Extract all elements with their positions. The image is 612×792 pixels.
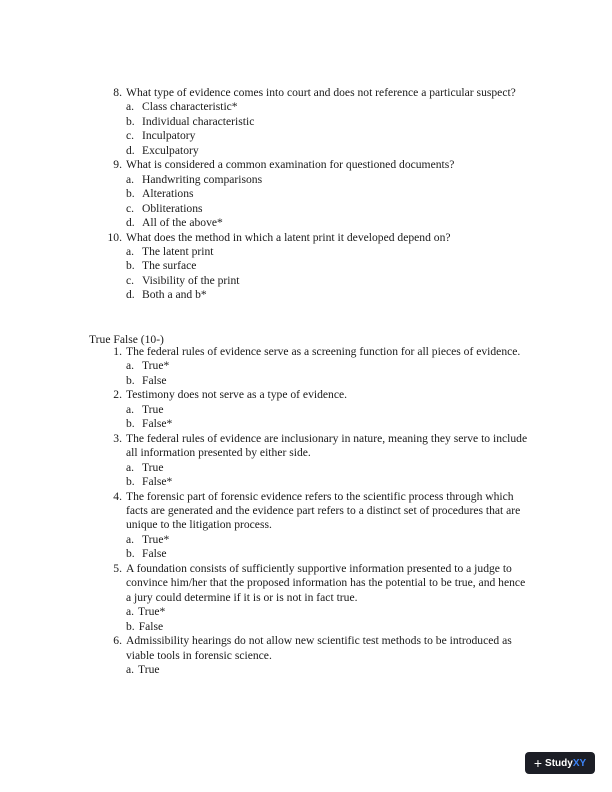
badge-text: Study [545, 757, 573, 769]
question-item [108, 634, 528, 677]
option-text: True* [142, 359, 170, 373]
question-number: 3. [113, 431, 122, 445]
option-text: Individual characteristic [142, 114, 255, 128]
question-number: 2. [113, 388, 122, 402]
answer-option [126, 129, 528, 143]
option-text: Inculpatory [142, 129, 196, 143]
answer-option [126, 475, 528, 489]
answer-option [126, 115, 528, 129]
answer-option [126, 202, 528, 216]
option-letter: b. [126, 619, 135, 633]
option-letter: a. [126, 532, 135, 546]
question-number: 6. [113, 634, 122, 648]
section-title: True False (10-) [89, 333, 164, 346]
answer-option [126, 173, 528, 187]
question-text: Testimony does not serve as a type of evidence. [126, 388, 348, 402]
answer-option [126, 245, 528, 259]
option-text: True [138, 662, 160, 676]
question-text: A foundation consists of sufficiently supportive information presented to a judge to convince him/her that the proposed information has the potential to be true, and hence a jury could determine if it is or is not in fact true. [126, 561, 526, 604]
question-text: The federal rules of evidence serve as a screening function for all pieces of evidence. [126, 345, 521, 358]
question-number: 5. [113, 561, 122, 575]
option-letter: b. [126, 114, 135, 128]
option-letter: a. [126, 100, 135, 114]
option-text: True [142, 402, 164, 416]
question-number: 1. [113, 345, 122, 358]
question-number: 8. [113, 86, 122, 99]
answer-option [126, 403, 528, 417]
answer-option [126, 605, 528, 619]
option-letter: a. [126, 662, 135, 676]
option-text: Visibility of the print [142, 273, 240, 287]
question-item [108, 345, 528, 388]
question-item [108, 490, 528, 562]
answer-option [126, 663, 528, 677]
option-letter: a. [126, 244, 135, 258]
answer-option [126, 216, 528, 230]
answer-option [126, 100, 528, 114]
option-letter: a. [126, 460, 135, 474]
answer-option [126, 187, 528, 201]
question-item [108, 562, 528, 634]
question-list-multiple-choice [108, 86, 528, 303]
option-text: Both a and b* [142, 288, 207, 302]
answer-option [126, 461, 528, 475]
option-letter: b. [126, 259, 135, 273]
option-text: Class characteristic* [142, 100, 238, 114]
question-item [108, 432, 528, 490]
answer-option [126, 144, 528, 158]
option-letter: a. [126, 172, 135, 186]
question-number: 9. [113, 158, 122, 172]
option-text: The latent print [142, 244, 214, 258]
answer-option [126, 359, 528, 373]
question-item [108, 158, 528, 230]
option-letter: b. [126, 417, 135, 431]
answer-option [126, 533, 528, 547]
option-text: Handwriting comparisons [142, 172, 263, 186]
option-text: The surface [142, 259, 197, 273]
question-text: The federal rules of evidence are inclusionary in nature, meaning they serve to include all information presented by either side. [126, 431, 528, 460]
option-letter: b. [126, 373, 135, 387]
answer-option [126, 259, 528, 273]
option-letter: a. [126, 359, 135, 373]
option-text: True* [142, 532, 170, 546]
answer-option [126, 288, 528, 302]
option-text: Exculpatory [142, 143, 199, 157]
question-text: Admissibility hearings do not allow new scientific test methods to be introduced as viable tools in forensic science. [126, 634, 512, 662]
option-letter: c. [126, 273, 135, 287]
option-letter: d. [126, 288, 135, 302]
answer-option [126, 417, 528, 431]
option-text: True [142, 460, 164, 474]
question-item [108, 86, 528, 158]
option-text: All of the above* [142, 216, 223, 230]
question-text: What does the method in which a latent print it developed depend on? [126, 230, 451, 244]
option-text: False [138, 619, 164, 633]
question-list-true-false [108, 345, 528, 677]
option-text: Obliterations [142, 201, 203, 215]
option-letter: a. [126, 402, 135, 416]
option-letter: b. [126, 547, 135, 561]
option-text: False* [142, 475, 173, 489]
studyxy-badge[interactable] [525, 752, 595, 774]
question-text: What is considered a common examination for questioned documents? [126, 158, 455, 172]
option-text: True* [138, 605, 166, 619]
option-letter: b. [126, 475, 135, 489]
plus-icon: + [533, 755, 543, 771]
option-text: False* [142, 417, 173, 431]
question-text: The forensic part of forensic evidence refers to the scientific process through which facts are generated and the evidence part refers to a distinct set of procedures that are unique to the litigation process. [126, 489, 521, 532]
question-text: What type of evidence comes into court and does not reference a particular suspect? [126, 86, 516, 99]
option-text: False [142, 547, 167, 561]
answer-option [126, 547, 528, 561]
question-item [108, 231, 528, 303]
question-number: 4. [113, 489, 122, 503]
badge-text-accent: XY [572, 757, 587, 769]
answer-option [126, 274, 528, 288]
question-item [108, 388, 528, 431]
option-letter: b. [126, 187, 135, 201]
option-letter: d. [126, 143, 135, 157]
option-letter: c. [126, 201, 135, 215]
option-letter: a. [126, 605, 135, 619]
question-number: 10. [107, 230, 122, 244]
option-text: False [142, 373, 167, 387]
answer-option [126, 374, 528, 388]
answer-option [126, 620, 528, 634]
option-text: Alterations [142, 187, 194, 201]
option-letter: d. [126, 216, 135, 230]
option-letter: c. [126, 129, 135, 143]
